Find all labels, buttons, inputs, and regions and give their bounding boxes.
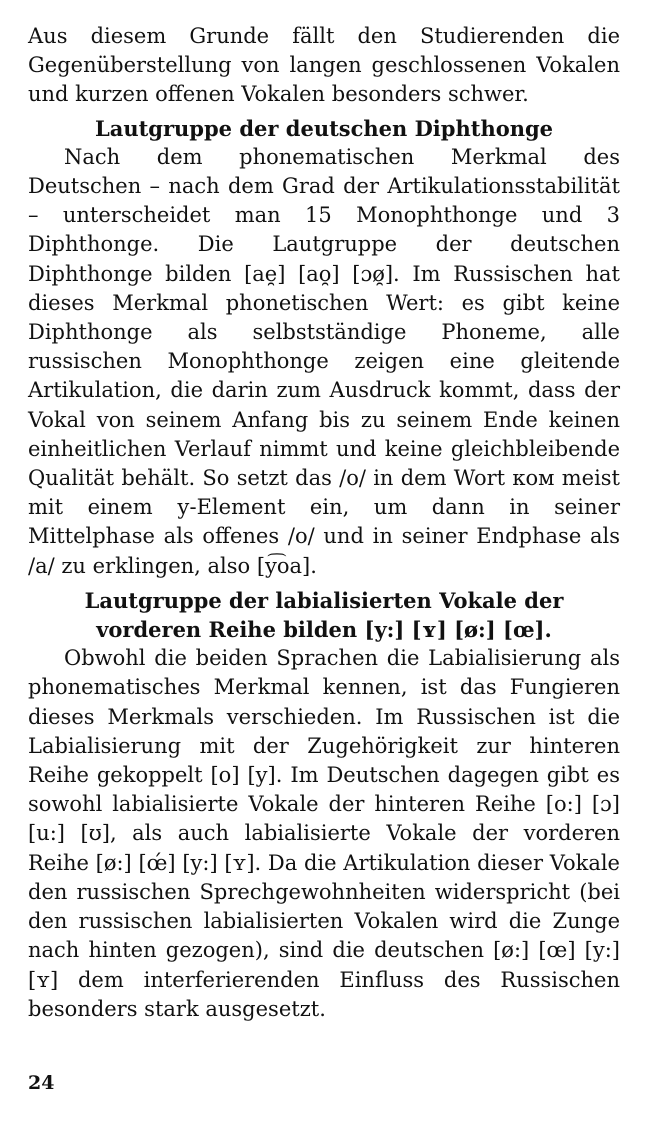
heading-labialisierte-vokale: Lautgruppe der labialisierten Vokale der vorderen Reihe bilden [y:] [ʏ] [ø:] [œ]. [84,587,564,643]
paragraph-diphthonge: Nach dem phonematischen Merkmal des Deutschen – nach dem Grad der Artikulationsstabilität – unterscheidet man 15 Monophthonge und 3 Diphthonge. Die Lautgruppe der deutschen Diphthonge bilden [ae̯] [ao̯] [ɔø̯]. Im Russischen hat dieses Merkmal phonetischen Wert: es gibt keine Diphthonge als selbstständige Phoneme, alle russischen Monophthonge zeigen eine gleitende Artikulation, die darin zum Ausdruck kommt, dass der Vokal von seinem Anfang bis zu seinem Ende keinen einheitlichen Verlauf nimmt und keine gleichbleibende Qualität behält. So setzt das /o/ in dem Wort ком meist mit einem у-Element ein, um dann in seiner Mittelphase als offenes /o/ und in seiner Endphase als /a/ zu erklingen, also [y͡oa]. [28,144,620,578]
paragraph-labialisierte-vokale: Obwohl die beiden Sprachen die Labialisierung als phonematisches Merkmal kennen, ist das Fungieren dieses Merkmals verschieden. Im Russischen ist die Labialisierung mit der Zugehörigkeit zur hinteren Reihe gekoppelt [o] [y]. Im Deutschen dagegen gibt es sowohl labialisierte Vokale der hinteren Reihe [o:] [ɔ] [u:] [ʊ], als auch labialisierte Vokale der vorderen Reihe [ø:] [œ́] [y:] [ʏ]. Da die Artikulation dieser Vokale den russischen Sprechgewohnheiten widerspricht (bei den russischen labialisierten Vokalen wird die Zunge nach hinten gezogen), sind die deutschen [ø:] [œ] [y:] [ʏ] dem interferierenden Einfluss des Russischen besonders stark ausgesetzt. [28,646,620,1021]
paragraph-intro: Aus diesem Grunde fällt den Studierenden die Gegenüberstellung von langen geschlossenen Vokalen und kurzen offenen Vokalen besonders schwer. [28,24,620,107]
page-number: 24 [28,1072,55,1094]
heading-diphthonge: Lautgruppe der deutschen Diphthonge [94,115,554,141]
page-content [28,22,620,1024]
